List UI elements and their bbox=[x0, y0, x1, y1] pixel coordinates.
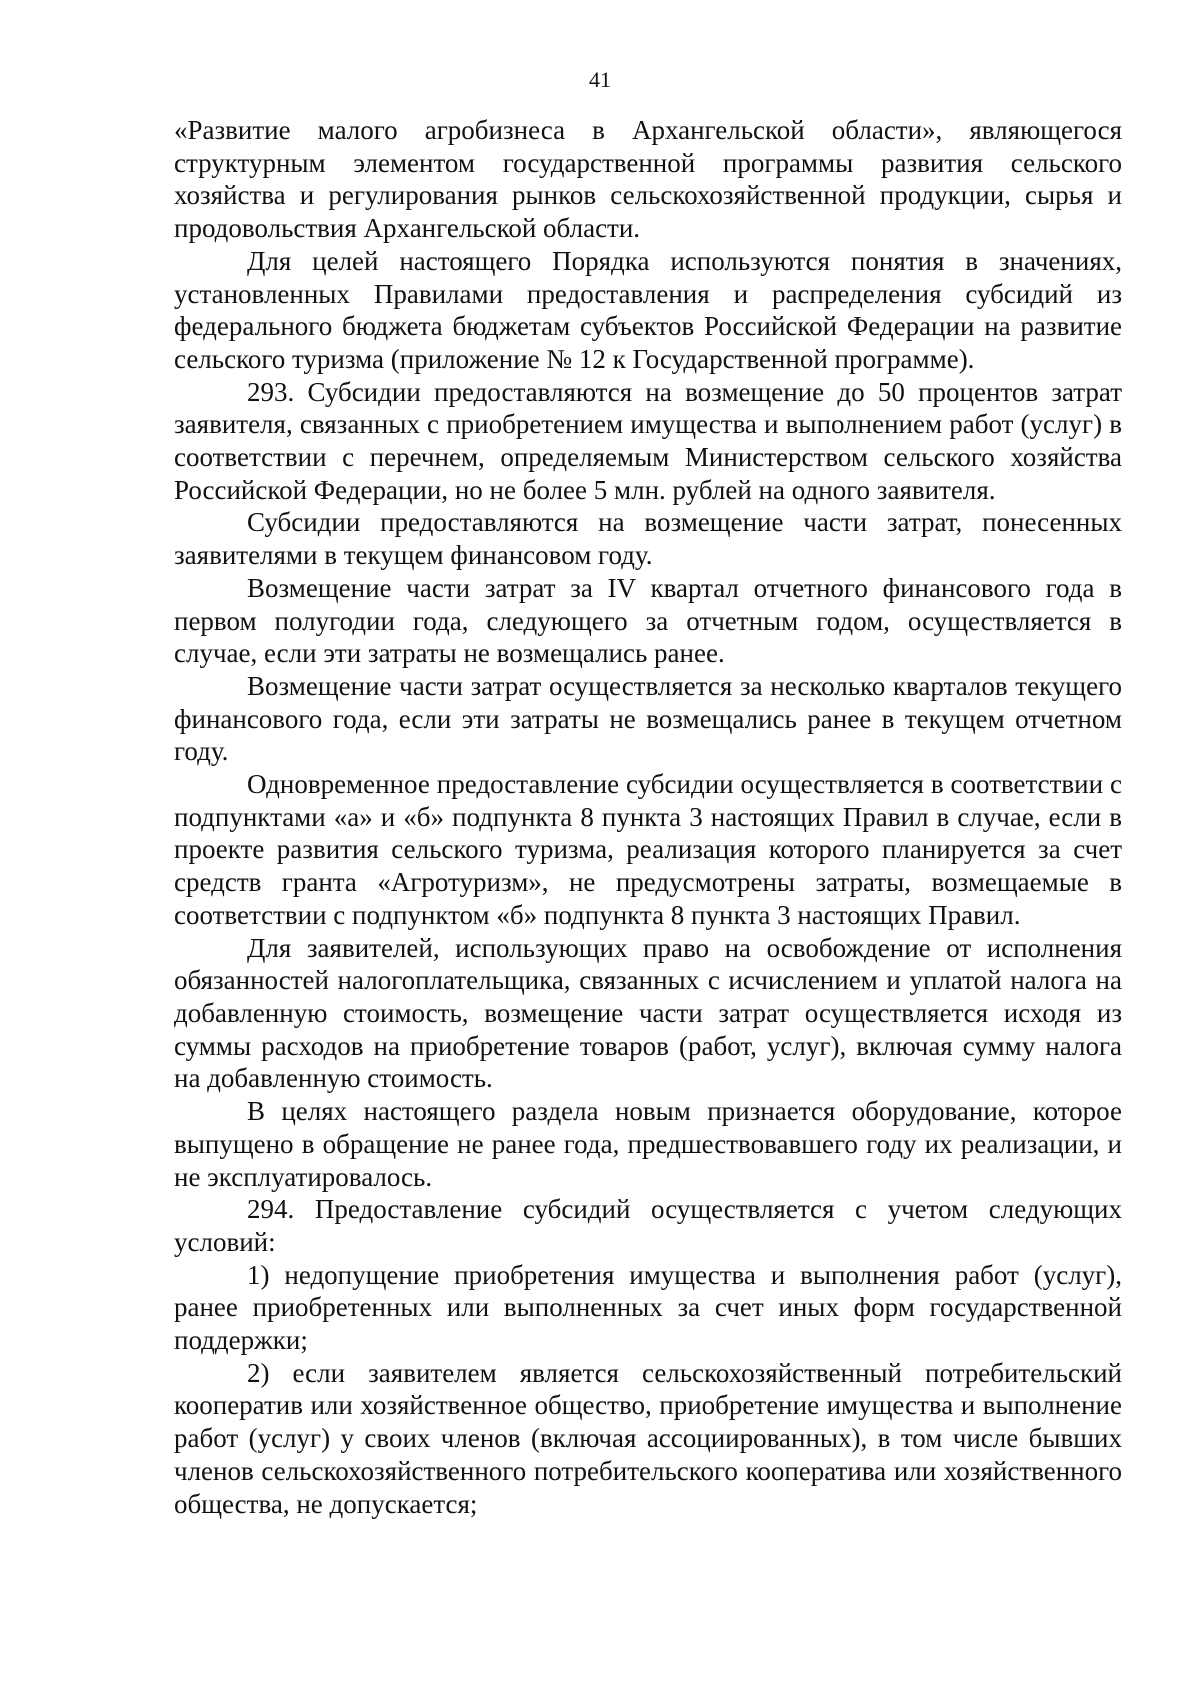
paragraph-current-year-costs: Субсидии предоставляются на возмещение части затрат, понесенных заявителями в текущем финансовом году. bbox=[174, 507, 1122, 571]
list-item-condition-2: 2) если заявителем является сельскохозяйственный потребительский кооператив или хозяйственное общество, приобретение имущества и выполнение работ (услуг) у своих членов (включая ассоциированных), в том числе бывших членов сельскохозяйственного потребительского кооператива или хозяйственного общества, не допускается; bbox=[174, 1357, 1122, 1519]
document-body bbox=[174, 114, 1122, 1520]
paragraph-vat-exemption: Для заявителей, использующих право на освобождение от исполнения обязанностей налогоплательщика, связанных с исчислением и уплатой налога на добавленную стоимость, возмещение части затрат осуществляется исходя из суммы расходов на приобретение товаров (работ, услуг), включая сумму налога на добавленную стоимость. bbox=[174, 932, 1122, 1094]
paragraph-294: 294. Предоставление субсидий осуществляется с учетом следующих условий: bbox=[174, 1194, 1122, 1257]
paragraph-definitions: Для целей настоящего Порядка используются понятия в значениях, установленных Правилами предоставления и распределения субсидий из федерального бюджета бюджетам субъектов Российской Федерации на развитие сельского туризма (приложение № 12 к Государственной программе). bbox=[174, 245, 1122, 374]
paragraph-q4-reimbursement: Возмещение части затрат за IV квартал отчетного финансового года в первом полугодии года, следующего за отчетным годом, осуществляется в случае, если эти затраты не возмещались ранее. bbox=[174, 572, 1122, 669]
page-number: 41 bbox=[589, 67, 611, 92]
paragraph-293: 293. Субсидии предоставляются на возмещение до 50 процентов затрат заявителя, связанных с приобретением имущества и выполнением работ (услуг) в соответствии с перечнем, определяемым Министерством сельского хозяйства Российской Федерации, но не более 5 млн. рублей на одного заявителя. bbox=[174, 376, 1122, 505]
paragraph-new-equipment: В целях настоящего раздела новым признается оборудование, которое выпущено в обращение не ранее года, предшествовавшего году их реализации, и не эксплуатировалось. bbox=[174, 1096, 1122, 1192]
paragraph-simultaneous-subsidy: Одновременное предоставление субсидии осуществляется в соответствии с подпунктами «а» и «б» подпункта 8 пункта 3 настоящих Правил в случае, если в проекте развития сельского туризма, реализация которого планируется за счет средств гранта «Агротуризм», не предусмотрены затраты, возмещаемые в соответствии с подпунктом «б» подпункта 8 пункта 3 настоящих Правил. bbox=[174, 769, 1122, 930]
paragraph-continuation: «Развитие малого агробизнеса в Архангельской области», являющегося структурным элементом государственной программы развития сельского хозяйства и регулирования рынков сельскохозяйственной продукции, сырья и продовольствия Архангельской области. bbox=[174, 115, 1122, 244]
list-item-condition-1: 1) недопущение приобретения имущества и выполнения работ (услуг), ранее приобретенных или выполненных за счет иных форм государственной поддержки; bbox=[174, 1259, 1122, 1356]
paragraph-several-quarters: Возмещение части затрат осуществляется за несколько кварталов текущего финансового года, если эти затраты не возмещались ранее в текущем отчетном году. bbox=[174, 670, 1122, 767]
